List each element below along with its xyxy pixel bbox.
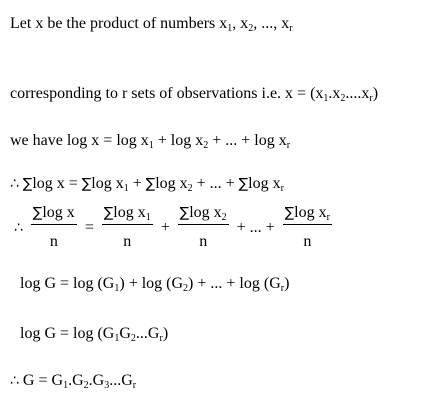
fraction-sum-log-x1: $\frac{\sum\log x_1}{n}$ [103,204,151,250]
line-log-g-product: $\log G = \log (G_1G_2...G_r)$ [20,325,169,344]
line-product-definition: Let x be the product of numbers $x_1$, $x_2$, ..., $x_r$ [10,15,293,34]
line-observations: corresponding to r sets of observations i.e. $x = (x_1.x_2....x_r)$ [10,85,379,104]
fraction-sum-log-x2: $\frac{\sum\log x_2}{n}$ [179,204,227,250]
fraction-sum-log-xr: $\frac{\sum\log x_r}{n}$ [284,204,330,250]
line-log-g-sum: $\log G = \log (G_1) + \log (G_2)$ + ... + $\log (G_r)$ [20,275,290,294]
line-log-expansion: we have $\log x = \log x_1 + \log x_2$ + ... + $\log x_r$ [10,132,291,151]
fraction-sum-log-x: $\frac{\text{∑log x}}{n}$ [32,204,75,250]
line-sum-log: ∴ ∑log x = ∑log $x_1 + \sum\log$ $x_2$ + ... + ∑log $x_r$ [10,175,284,194]
line-sum-over-n: ∴ $\frac{\text{∑log x}}{n}$ = $\frac{\sum\log x_1}{n}$ + $\frac{\sum\log x_2}{n}$ + ... + $\frac{\sum\log x_r}{n}$ [14,204,330,250]
line-g-result: ∴ $G = G_1.G_2.G_3...G_r$ [10,372,137,391]
